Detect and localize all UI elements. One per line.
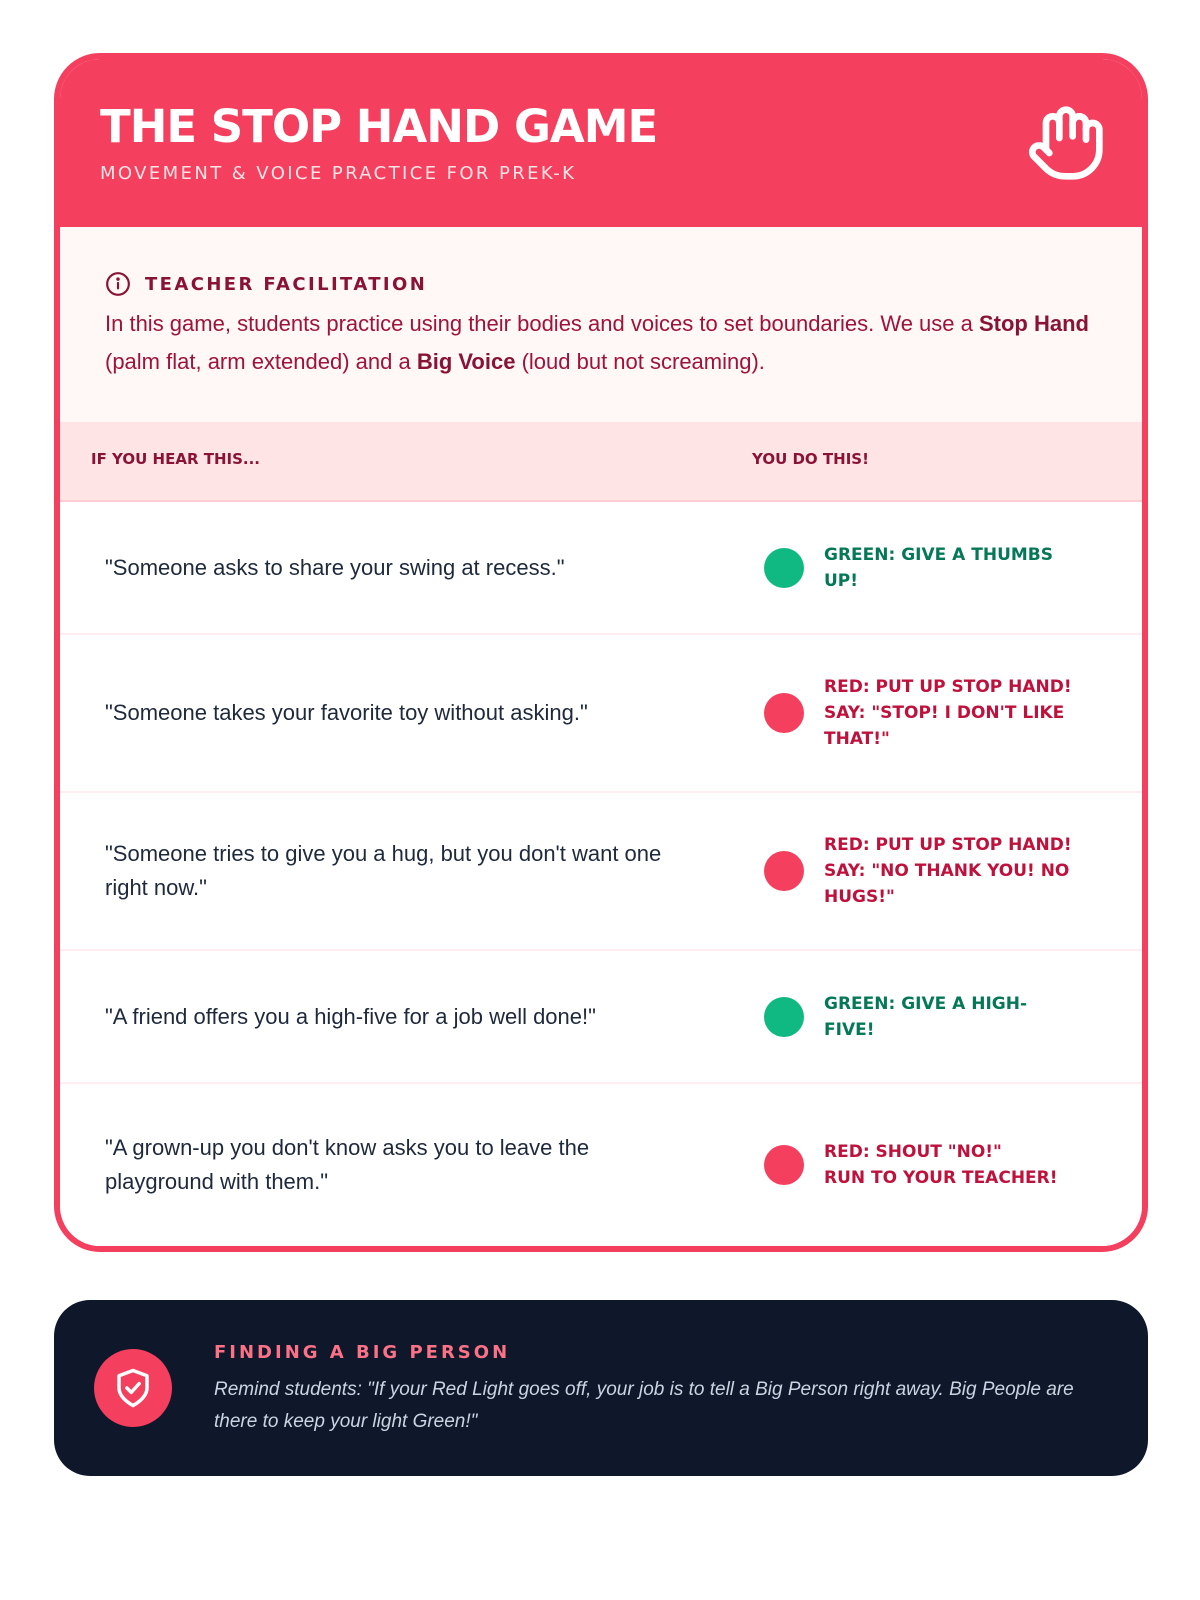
card-header (60, 59, 1142, 227)
facilitation-heading (105, 271, 427, 297)
table-row (60, 793, 1142, 951)
stop-hand-game-card (54, 53, 1148, 1252)
scenario-text: "A friend offers you a high-five for a job well done!" (105, 1003, 596, 1029)
facilitation-title: TEACHER FACILITATION (145, 273, 428, 295)
table-row (60, 635, 1142, 793)
table-row (60, 502, 1142, 635)
scenario-text: "Someone asks to share your swing at recess." (105, 554, 565, 580)
scenario-text: "A grown-up you don't know asks you to leave the playground with them." (105, 1135, 590, 1194)
signal-dot (764, 1145, 804, 1185)
action-text: RED: SHOUT "NO!" RUN TO YOUR TEACHER! (824, 1142, 1058, 1188)
table-row (60, 951, 1142, 1084)
table-row (60, 1084, 1142, 1246)
note-title: FINDING A BIG PERSON (214, 1342, 511, 1363)
scenario-text: "Someone tries to give you a hug, but you don't want one right now." (105, 841, 662, 900)
column-header-scenario: IF YOU HEAR THIS... (91, 450, 260, 468)
page-title: THE STOP HAND GAME (100, 100, 658, 153)
teacher-facilitation-panel (60, 227, 1142, 422)
table-header (60, 422, 1142, 502)
column-header-action: YOU DO THIS! (752, 450, 869, 468)
term-stop-hand: Stop Hand (978, 311, 1089, 336)
action-text: RED: PUT UP STOP HAND! SAY: "STOP! I DON'T LIKE THAT!" (824, 677, 1072, 749)
signal-dot (764, 693, 804, 733)
scenario-text: "Someone takes your favorite toy without asking." (105, 700, 588, 725)
signal-dot (764, 548, 804, 588)
page-subtitle: MOVEMENT & VOICE PRACTICE FOR PREK-K (100, 163, 577, 184)
hand-icon (1026, 103, 1106, 183)
action-text: RED: PUT UP STOP HAND! SAY: "NO THANK YOU! NO HUGS!" (824, 835, 1072, 907)
shield-badge (94, 1349, 172, 1427)
signal-dot (764, 851, 804, 891)
note-text: Remind students: "If your Red Light goes off, your job is to tell a Big Person right away. Big People are there to keep your light Green!" (214, 1379, 1074, 1432)
action-text: GREEN: GIVE A HIGH- FIVE! (824, 993, 1028, 1040)
facilitation-text: In this game, students practice using their bodies and voices to set boundaries. We use a Stop Hand (palm flat, arm extended) and a Big Voice (loud but not screaming). (105, 311, 1089, 374)
shield-check-icon (112, 1367, 154, 1409)
signal-dot (764, 997, 804, 1037)
big-person-note (54, 1300, 1148, 1476)
action-text: GREEN: GIVE A THUMBS UP! (824, 544, 1054, 591)
info-icon (105, 271, 131, 297)
term-big-voice: Big Voice (416, 349, 516, 374)
